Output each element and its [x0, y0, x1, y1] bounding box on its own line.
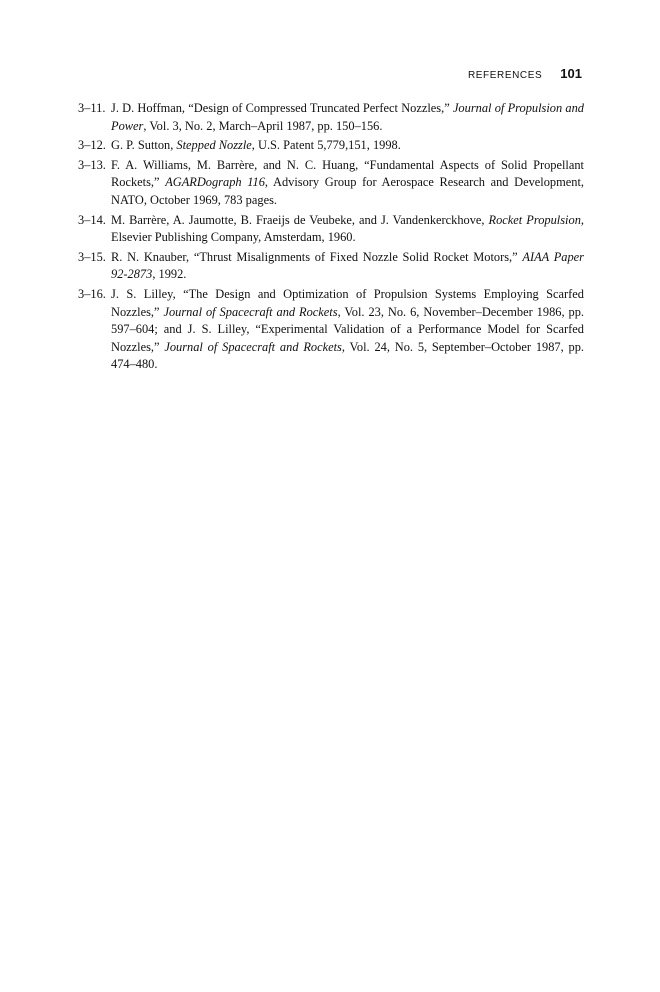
- reference-number: 3–13.: [78, 157, 106, 172]
- page-number: 101: [560, 66, 582, 81]
- reference-title: Journal of Spacecraft and Rockets: [164, 339, 342, 354]
- reference-text-segment: , Vol. 23, No. 6, November–December 1986, pp. 597–604; and J. S. Lilley, “Experimental Validation of a Performance Model for Scarfed Nozzles,”: [111, 304, 584, 354]
- reference-title: Journal of Propulsion and Power: [111, 101, 584, 133]
- reference-entry: [78, 157, 584, 210]
- reference-title: Journal of Spacecraft and Rockets: [163, 304, 338, 319]
- reference-text: [111, 137, 584, 155]
- reference-number: 3–15.: [78, 249, 106, 264]
- running-head: REFERENCES: [467, 70, 543, 81]
- reference-text: [111, 100, 584, 135]
- reference-text: [111, 249, 584, 284]
- reference-text-segment: , Advisory Group for Aerospace Research and Development, NATO, October 1969, 783 pages.: [111, 175, 584, 207]
- reference-entry: [78, 100, 584, 135]
- reference-text-segment: F. A. Williams, M. Barrère, and N. C. Huang, “Fundamental Aspects of Solid Propellant Rockets,”: [111, 157, 584, 190]
- reference-list: [78, 100, 584, 376]
- reference-text-segment: , Vol. 24, No. 5, September–October 1987, pp. 474–480.: [111, 339, 584, 372]
- reference-text-segment: J. D. Hoffman, “Design of Compressed Truncated Perfect Nozzles,”: [111, 101, 453, 115]
- reference-text-segment: R. N. Knauber, “Thrust Misalignments of Fixed Nozzle Solid Rocket Motors,”: [111, 249, 523, 264]
- reference-title: AIAA Paper 92-2873: [111, 249, 584, 282]
- reference-text-segment: M. Barrère, A. Jaumotte, B. Fraeijs de Veubeke, and J. Vandenkerckhove,: [111, 212, 489, 227]
- reference-text-segment: , Vol. 3, No. 2, March–April 1987, pp. 150–156.: [143, 118, 383, 133]
- reference-number: 3–16.: [78, 286, 106, 301]
- reference-entry: [78, 212, 584, 247]
- reference-number: 3–12.: [78, 138, 106, 153]
- reference-text: [111, 286, 584, 374]
- reference-title: Rocket Propulsion: [488, 212, 581, 227]
- reference-text-segment: , 1992.: [152, 267, 187, 282]
- reference-entry: [78, 137, 584, 155]
- reference-entry: [78, 286, 584, 374]
- reference-text: [111, 212, 584, 247]
- reference-title: AGARDograph 116: [165, 175, 265, 190]
- reference-number: 3–14.: [78, 212, 106, 227]
- reference-text-segment: J. S. Lilley, “The Design and Optimization of Propulsion Systems Employing Scarfed Nozzles,”: [111, 286, 584, 319]
- reference-text-segment: G. P. Sutton,: [111, 138, 177, 153]
- reference-text-segment: , Elsevier Publishing Company, Amsterdam, 1960.: [111, 212, 584, 245]
- reference-text: [111, 157, 584, 210]
- reference-number: 3–11.: [78, 101, 106, 115]
- reference-entry: [78, 249, 584, 284]
- page-header: [468, 66, 582, 81]
- reference-title: Stepped Nozzle: [176, 138, 252, 153]
- reference-text-segment: , U.S. Patent 5,779,151, 1998.: [251, 138, 401, 153]
